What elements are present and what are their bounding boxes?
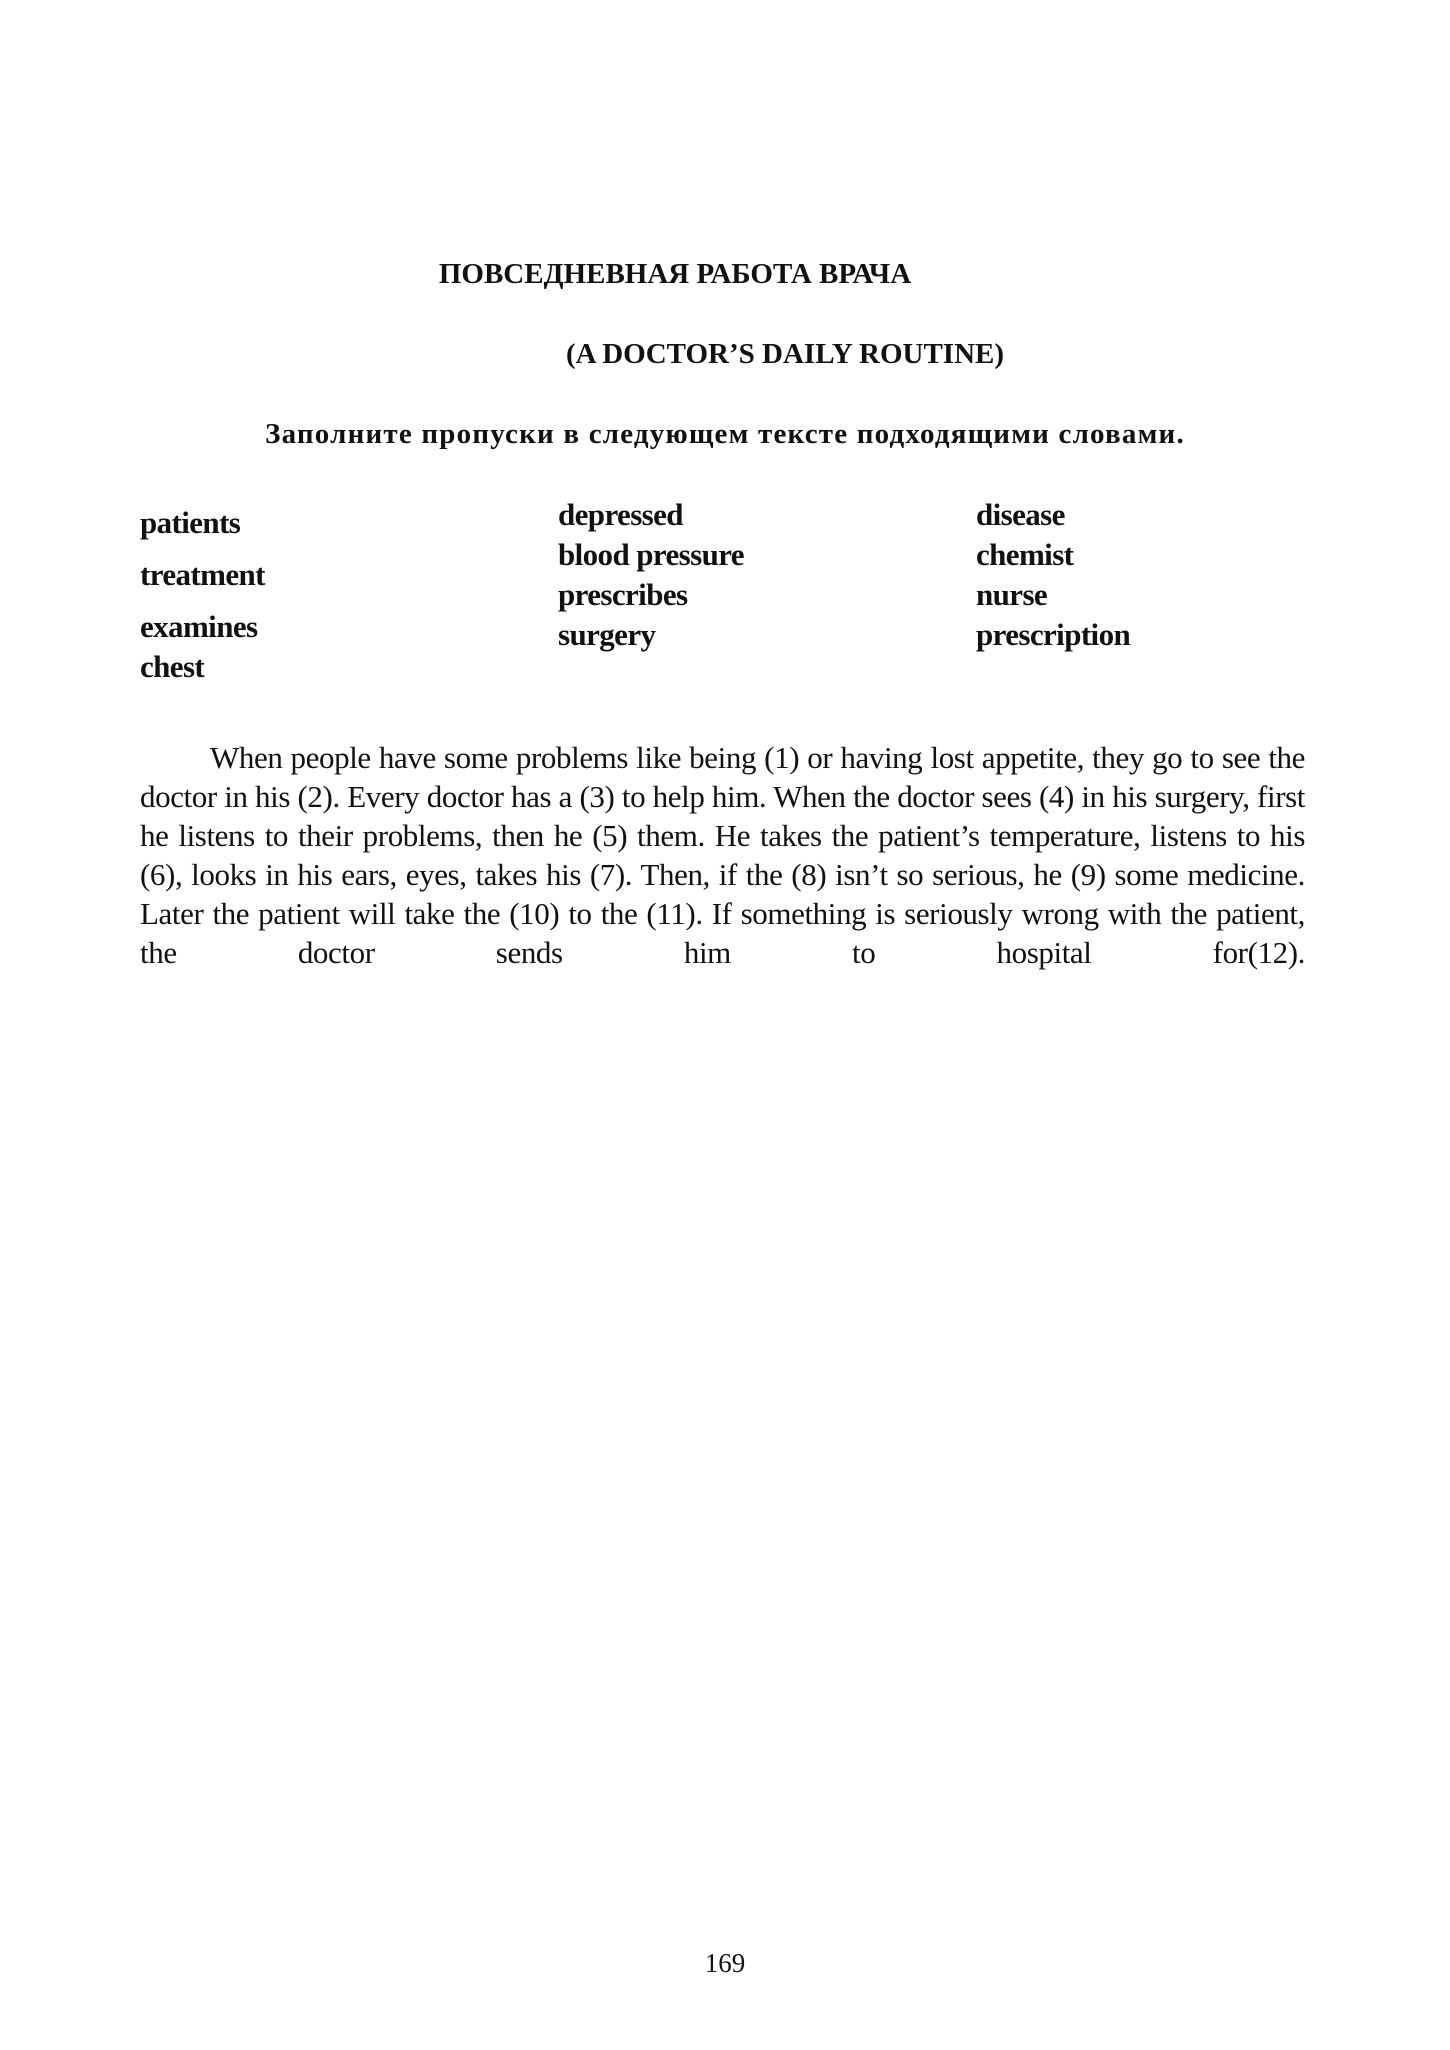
word-bank-item: blood pressure — [558, 537, 744, 572]
exercise-instruction: Заполните пропуски в следующем тексте подходящими словами. — [265, 418, 1185, 450]
word-bank-item: depressed — [558, 497, 683, 532]
page-number: 169 — [704, 1948, 746, 1978]
word-bank-item: surgery — [558, 617, 656, 652]
title-english: (A DOCTOR’S DAILY ROUTINE) — [565, 338, 1005, 370]
title-russian: ПОВСЕДНЕВНАЯ РАБОТА ВРАЧА — [438, 258, 912, 290]
word-bank-item: disease — [976, 497, 1065, 532]
word-bank-column-2 — [558, 495, 744, 655]
word-bank-item: prescribes — [558, 577, 688, 612]
word-bank-item: nurse — [976, 577, 1048, 612]
document-page: ПОВСЕДНЕВНАЯ РАБОТА ВРАЧА (A DOCTOR’S DAILY ROUTINE) Заполните пропуски в следующем тексте подходящими словами. patients treatment examines chest depressed blood pressure prescribes surgery disease chemist nurse prescription When people have some problems like being (1) or having lost appetite, they go to see the doctor in his (2). Every doctor has a (3) to help him. When the doctor sees (4) in his surgery, first he listens to their problems, then he (5) them. He takes the patient’s temperature, listens to his (6), looks in his ears, eyes, takes his (7). Then, if the (8) isn’t so serious, he (9) some medicine. Later the patient will take the (10) to the (11). If something is seriously wrong with the patient, the doctor sends him to hospital for(12). 169 — [0, 0, 1450, 2050]
word-bank-item: prescription — [976, 617, 1131, 652]
word-bank-column-3 — [976, 495, 1130, 655]
word-bank-item: chemist — [976, 537, 1074, 572]
gap-fill-passage: When people have some problems like being (1) or having lost appetite, they go to see the doctor in his (2). Every doctor has a (3) to help him. When the doctor sees (4) in his surgery, first he listens to their problems, then he (5) them. He takes the patient’s temperature, listens to his (6), looks in his ears, eyes, takes his (7). Then, if the (8) isn’t so serious, he (9) some medicine. Later the patient will take the (10) to the (11). If something is seriously wrong with the patient, the doctor sends him to hospital for(12). — [140, 740, 1305, 970]
